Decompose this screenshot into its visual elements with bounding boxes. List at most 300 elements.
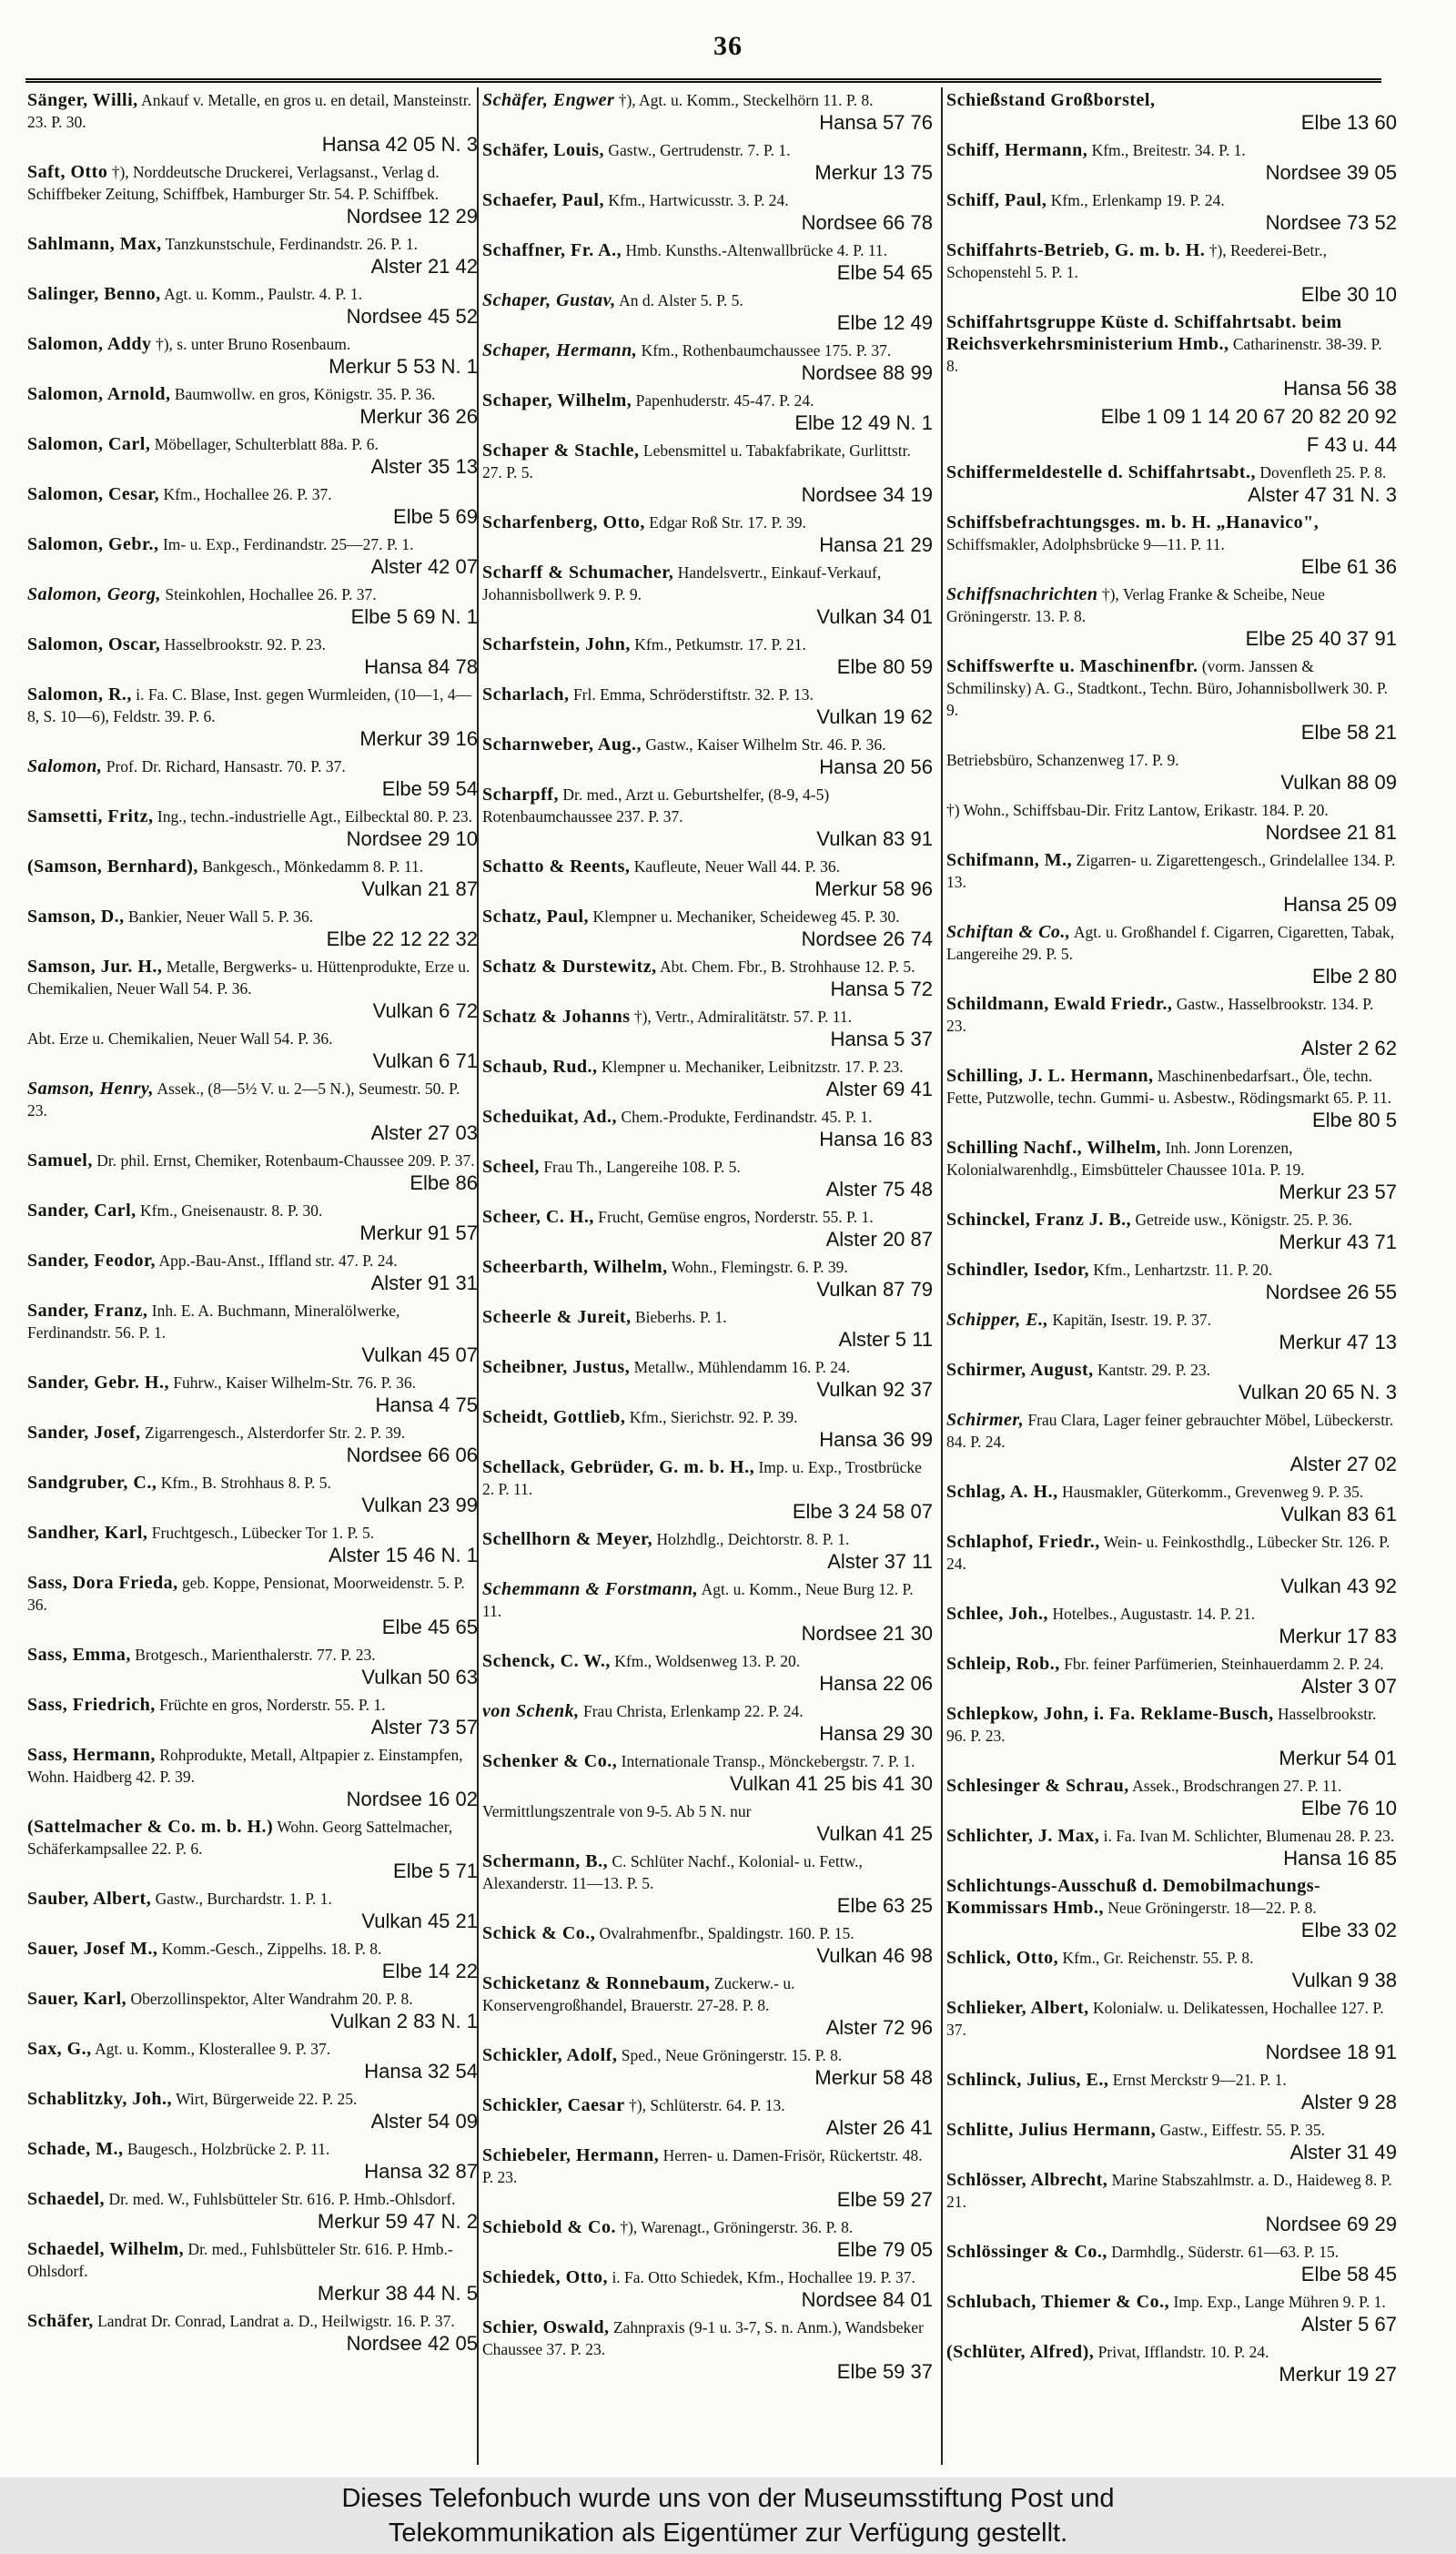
directory-entry [482, 340, 933, 385]
entry-name: Sass, Emma, [27, 1645, 131, 1665]
entry-name: Salomon, Carl, [27, 434, 151, 454]
footer-line-2: Telekommunikation als Eigentümer zur Verfügung gestellt. [388, 2519, 1068, 2548]
entry-name: Schicketanz & Ronnebaum, [482, 1973, 711, 1993]
directory-entry [946, 1137, 1397, 1204]
entry-phone: Alster 35 13 [370, 455, 478, 478]
entry-name: Schäfer, Engwer [482, 90, 615, 110]
entry-name: Salomon, Cesar, [27, 484, 160, 504]
directory-entry [27, 433, 478, 479]
entry-phone: Alster 26 41 [825, 2116, 933, 2139]
directory-entry [482, 2216, 933, 2262]
directory-entry [482, 1578, 933, 1646]
entry-details: Papenhuderstr. 45-47. P. 24. [635, 391, 814, 410]
entry-name: Salomon, Gebr., [27, 534, 159, 554]
directory-entry [482, 1650, 933, 1696]
entry-details: Ankauf v. Metalle, en gros u. en detail, Mansteinstr. 23. P. 30. [27, 91, 471, 131]
directory-entry [27, 1522, 478, 1567]
entry-details: Privat, Ifflandstr. 10. P. 24. [1097, 2343, 1269, 2361]
directory-entry [27, 533, 478, 579]
entry-phone: Merkur 91 57 [359, 1221, 478, 1244]
directory-entry [946, 512, 1397, 579]
entry-details: Kfm., Breitestr. 34. P. 1. [1091, 141, 1246, 159]
directory-entry [27, 755, 478, 801]
directory-entry [27, 1028, 478, 1073]
entry-phone: Vulkan 21 87 [361, 877, 478, 900]
entry-name: (Sattelmacher & Co. m. b. H.) [27, 1817, 274, 1837]
directory-entry [482, 1356, 933, 1402]
entry-details: Wein- u. Feinkosthdlg., Lübecker Str. 126. P. 24. [946, 1533, 1390, 1573]
entry-phone: Nordsee 73 52 [1265, 211, 1397, 234]
entry-phone: Alster 27 03 [370, 1121, 478, 1144]
entry-phone: Elbe 14 22 [381, 1960, 478, 1982]
directory-entry [482, 1206, 933, 1252]
entry-phone: Vulkan 41 25 [816, 1822, 933, 1845]
entry-name: Schlieker, Albert, [946, 1998, 1089, 2018]
entry-name: Schiff, Hermann, [946, 140, 1088, 160]
directory-column-middle [482, 89, 933, 2465]
directory-entry [946, 2291, 1397, 2336]
entry-name: Schiebeler, Hermann, [482, 2145, 660, 2165]
entry-phone: Elbe 59 54 [381, 777, 478, 800]
entry-details: i. Fa. C. Blase, Inst. gegen Wurmleiden, (10—1, 4—8, S. 10—6), Feldstr. 39. P. 6. [27, 685, 472, 725]
entry-phone: Elbe 80 5 [1312, 1109, 1397, 1131]
entry-name: Sahlmann, Max, [27, 234, 162, 254]
entry-name: Salomon, Addy [27, 334, 152, 354]
directory-entry [482, 562, 933, 629]
directory-entry [946, 461, 1397, 507]
directory-entry [482, 2044, 933, 2090]
entry-name: Samson, Jur. H., [27, 957, 163, 977]
entry-phone: Nordsee 12 29 [346, 205, 478, 228]
entry-phone: Merkur 13 75 [814, 161, 933, 184]
entry-details: Darmhdlg., Süderstr. 61—63. P. 15. [1111, 2243, 1340, 2261]
entry-details: Frau Th., Langereihe 108. P. 5. [543, 1158, 741, 1176]
directory-entry [946, 849, 1397, 917]
entry-phone: Nordsee 69 29 [1265, 2213, 1397, 2235]
entry-name: Schiffahrtsgruppe Küste d. Schiffahrtsabt. beim Reichsverkehrsministerium Hmb., [946, 312, 1342, 354]
directory-entry [27, 1250, 478, 1295]
directory-entry [27, 1300, 478, 1367]
directory-entry [946, 1653, 1397, 1698]
entry-details: Klempner u. Mechaniker, Leibnitzstr. 17. P. 23. [601, 1058, 904, 1076]
directory-entry [27, 1472, 478, 1517]
entry-details: Sped., Neue Gröningerstr. 15. P. 8. [621, 2046, 843, 2064]
entry-phone: Merkur 58 48 [814, 2066, 933, 2089]
entry-name: Schlinck, Julius, E., [946, 2070, 1109, 2090]
entry-phone: Elbe 86 [410, 1171, 478, 1194]
entry-name: Schaffner, Fr. A., [482, 240, 622, 260]
directory-entry [482, 734, 933, 779]
entry-name: Schaper, Wilhelm, [482, 390, 632, 410]
entry-phone: Elbe 76 10 [1300, 1797, 1397, 1819]
entry-phone: Elbe 54 65 [836, 261, 933, 284]
entry-phone: Hansa 32 87 [364, 2160, 478, 2183]
directory-entry [482, 1056, 933, 1101]
footer-notice [0, 2478, 1456, 2554]
entry-details: Bankgesch., Mönkedamm 8. P. 11. [202, 857, 424, 876]
directory-entry [482, 440, 933, 507]
entry-name: Schirmer, August, [946, 1360, 1094, 1380]
entry-details: Kaufleute, Neuer Wall 44. P. 36. [633, 857, 840, 876]
directory-entry [27, 806, 478, 851]
directory-entry [27, 856, 478, 901]
entry-details: Kfm., Hartwicusstr. 3. P. 24. [608, 191, 789, 209]
entry-name: Schenck, C. W., [482, 1651, 611, 1671]
directory-entry [27, 161, 478, 228]
entry-name: Schildmann, Ewald Friedr., [946, 994, 1173, 1014]
entry-details: Metallw., Mühlendamm 16. P. 24. [633, 1358, 851, 1376]
entry-details: Komm.-Gesch., Zippelhs. 18. P. 8. [161, 1940, 382, 1958]
entry-phone: Elbe 30 10 [1300, 283, 1397, 306]
entry-details: Marine Stabszahlmstr. a. D., Haideweg 8. P. 21. [946, 2171, 1392, 2211]
entry-details: Schiffsmakler, Adolphsbrücke 9—11. P. 11. [946, 535, 1225, 553]
entry-name: Samsetti, Fritz, [27, 806, 154, 826]
entry-phone: Vulkan 92 37 [816, 1378, 933, 1401]
entry-details: C. Schlüter Nachf., Kolonial- u. Fettw., Alexanderstr. 11—13. P. 5. [482, 1852, 863, 1892]
directory-entry [27, 2310, 478, 2356]
entry-details: Dr. med., Fuhlsbütteler Str. 616. P. Hmb.-Ohlsdorf. [27, 2240, 453, 2280]
entry-phone: Alster 27 02 [1289, 1453, 1397, 1475]
entry-name: Schiebold & Co. [482, 2217, 616, 2237]
entry-phone: Vulkan 46 98 [816, 1944, 933, 1967]
entry-phone: Hansa 5 37 [830, 1028, 933, 1050]
entry-phone: F 43 u. 44 [1306, 433, 1397, 456]
entry-details: App.-Bau-Anst., Iffland str. 47. P. 24. [158, 1252, 398, 1270]
directory-entry [946, 1409, 1397, 1476]
entry-name: Schlesinger & Schrau, [946, 1776, 1129, 1796]
entry-name: Schaper & Stachle, [482, 441, 640, 461]
entry-name: Schifmann, M., [946, 850, 1073, 870]
directory-entry [946, 1359, 1397, 1404]
directory-column-right [946, 89, 1397, 2465]
entry-name: Schemmann & Forstmann, [482, 1579, 699, 1599]
entry-phone: Nordsee 16 02 [346, 1788, 478, 1810]
entry-phone: Vulkan 83 91 [816, 827, 933, 850]
entry-phone: Elbe 33 02 [1300, 1919, 1397, 1941]
entry-name: Schlitte, Julius Hermann, [946, 2120, 1157, 2140]
directory-entry [27, 1200, 478, 1245]
entry-name: Schaedel, Wilhelm, [27, 2239, 185, 2259]
entry-phone: Merkur 59 47 N. 2 [317, 2210, 478, 2233]
entry-phone: Elbe 3 24 58 07 [792, 1500, 933, 1523]
entry-details: (vorm. Janssen & Schmilinsky) A. G., Stadtkont., Techn. Büro, Johannisbollwerk 30. P. 9. [946, 657, 1389, 719]
entry-name: Sander, Feodor, [27, 1251, 157, 1271]
entry-name: Schick & Co., [482, 1923, 596, 1943]
directory-entry [482, 784, 933, 851]
entry-phone: Hansa 57 76 [819, 111, 933, 134]
entry-details: Agt. u. Großhandel f. Cigarren, Cigaretten, Tabak, Langereihe 29. P. 5. [946, 923, 1395, 963]
entry-phone: Nordsee 84 01 [801, 2288, 933, 2311]
entry-details: Frau Clara, Lager feiner gebrauchter Möbel, Lübeckerstr. 84. P. 24. [946, 1411, 1394, 1451]
directory-entry [946, 1603, 1397, 1648]
entry-details: Gastw., Gertrudenstr. 7. P. 1. [608, 141, 791, 159]
entry-phone: Elbe 63 25 [836, 1894, 933, 1917]
entry-details: i. Fa. Ivan M. Schlichter, Blumenau 28. P. 23. [1103, 1827, 1395, 1845]
entry-details: Hmb. Kunsths.-Altenwallbrücke 4. P. 11. [625, 241, 888, 259]
entry-phone: Vulkan 41 25 bis 41 30 [729, 1772, 933, 1795]
directory-entry [946, 2119, 1397, 2164]
entry-details: Kfm., Gr. Reichenstr. 55. P. 8. [1062, 1949, 1254, 1967]
entry-details: Fuhrw., Kaiser Wilhelm-Str. 76. P. 36. [173, 1373, 416, 1392]
entry-phone: Alster 69 41 [825, 1078, 933, 1100]
entry-phone: Elbe 2 80 [1312, 965, 1397, 988]
entry-name: Schilling Nachf., Wilhelm, [946, 1138, 1162, 1158]
entry-details: Frucht, Gemüse engros, Norderstr. 55. P. 1. [598, 1208, 874, 1226]
entry-details: †), Norddeutsche Druckerei, Verlagsanst., Verlag d. Schiffbeker Zeitung, Schiffbek, Hamburger Str. 54. P. Schiffbek. [27, 163, 440, 203]
directory-entry [946, 2341, 1397, 2387]
entry-name: Sandgruber, C., [27, 1473, 157, 1493]
entry-details: Ing., techn.-industrielle Agt., Eilbecktal 80. P. 23. [157, 807, 472, 826]
entry-phone: Vulkan 88 09 [1280, 771, 1397, 794]
entry-details: †), Verlag Franke & Scheibe, Neue Gröningerstr. 13. P. 8. [946, 585, 1325, 625]
entry-phone: Nordsee 26 55 [1265, 1281, 1397, 1303]
entry-details: Inh. E. A. Buchmann, Mineralölwerke, Ferdinandstr. 56. P. 1. [27, 1302, 400, 1342]
entry-name: Salomon, Oscar, [27, 634, 161, 654]
directory-entry [946, 239, 1397, 307]
entry-name: Schatz, Paul, [482, 907, 590, 927]
entry-details: †), Reederei-Betr., Schopenstehl 5. P. 1. [946, 241, 1327, 281]
entry-name: Sander, Franz, [27, 1301, 148, 1321]
entry-name: Scheerle & Jureit, [482, 1307, 632, 1327]
entry-details: Zuckerw.- u. Konservengroßhandel, Brauerstr. 27-28. P. 8. [482, 1974, 795, 2014]
entry-phone: Vulkan 87 79 [816, 1278, 933, 1301]
directory-entry [482, 1750, 933, 1796]
entry-details: Bankier, Neuer Wall 5. P. 36. [128, 907, 314, 926]
entry-details: Neue Gröningerstr. 18—22. P. 8. [1107, 1899, 1317, 1917]
entry-name: Schlepkow, John, i. Fa. Reklame-Busch, [946, 1704, 1274, 1724]
entry-details: Kfm., Hochallee 26. P. 37. [163, 485, 332, 503]
directory-entry [482, 1972, 933, 2040]
directory-entry [27, 1744, 478, 1811]
entry-name: Schlaphof, Friedr., [946, 1532, 1100, 1552]
entry-name: Scharpff, [482, 785, 559, 805]
entry-name: Schade, M., [27, 2139, 124, 2159]
entry-phone: Alster 2 62 [1300, 1037, 1397, 1059]
entry-phone: Hansa 22 06 [819, 1672, 933, 1695]
entry-details: Baugesch., Holzbrücke 2. P. 11. [126, 2140, 330, 2158]
entry-details: †), s. unter Bruno Rosenbaum. [155, 335, 351, 353]
entry-details: Kolonialw. u. Delikatessen, Hochallee 127. P. 37. [946, 1999, 1384, 2039]
entry-phone: Merkur 5 53 N. 1 [329, 355, 478, 378]
entry-phone: Merkur 58 96 [814, 877, 933, 900]
directory-entry [27, 1150, 478, 1195]
directory-entry [27, 906, 478, 951]
entry-name: Schilling, J. L. Hermann, [946, 1066, 1154, 1086]
entry-details: Möbellager, Schulterblatt 88a. P. 6. [154, 435, 379, 453]
entry-phone: Elbe 59 37 [836, 2360, 933, 2383]
directory-entry [27, 1078, 478, 1145]
directory-entry [27, 583, 478, 629]
entry-phone: Merkur 19 27 [1279, 2363, 1397, 2386]
entry-details: Klempner u. Mechaniker, Scheideweg 45. P. 30. [592, 907, 900, 926]
entry-phone: Vulkan 45 07 [361, 1343, 478, 1366]
directory-entry [482, 1700, 933, 1746]
directory-entry [946, 1531, 1397, 1598]
entry-name: Sander, Josef, [27, 1423, 141, 1443]
directory-entry [946, 405, 1397, 429]
entry-name: Salinger, Benno, [27, 284, 161, 304]
entry-details: Imp. Exp., Lange Mühren 9. P. 1. [1173, 2293, 1386, 2311]
entry-name: Schermann, B., [482, 1851, 609, 1871]
entry-details: Baumwollw. en gros, Königstr. 35. P. 36. [174, 385, 436, 403]
entry-phone: Elbe 5 69 N. 1 [350, 605, 478, 628]
entry-phone: Elbe 12 49 [836, 311, 933, 334]
entry-details: Landrat Dr. Conrad, Landrat a. D., Heilwigstr. 16. P. 37. [97, 2312, 455, 2330]
entry-name: von Schenk, [482, 1701, 580, 1721]
directory-entry [27, 1694, 478, 1739]
entry-details: Fbr. feiner Parfümerien, Steinhauerdamm 2. P. 24. [1064, 1655, 1384, 1673]
entry-phone: Merkur 38 44 N. 5 [317, 2282, 478, 2305]
entry-details: Assek., Brodschrangen 27. P. 11. [1132, 1777, 1342, 1795]
entry-phone: Elbe 59 27 [836, 2188, 933, 2211]
directory-entry [482, 1456, 933, 1524]
entry-phone: Alster 21 42 [370, 255, 478, 278]
entry-name: Schatz & Durstewitz, [482, 957, 657, 977]
entry-name: Schickler, Caesar [482, 2095, 625, 2115]
entry-phone: Merkur 23 57 [1279, 1181, 1397, 1203]
entry-name: Sass, Hermann, [27, 1745, 156, 1765]
entry-name: Schaper, Gustav, [482, 290, 616, 310]
directory-entry [946, 583, 1397, 651]
entry-details: Gastw., Hasselbrookstr. 134. P. 23. [946, 995, 1374, 1035]
entry-name: Schiffahrts-Betrieb, G. m. b. H. [946, 240, 1206, 260]
directory-entry [27, 2188, 478, 2234]
directory-entry [27, 1572, 478, 1639]
entry-details: Gastw., Eiffestr. 55. P. 35. [1159, 2121, 1325, 2139]
entry-name: Schenker & Co., [482, 1751, 618, 1771]
directory-entry [482, 89, 933, 135]
entry-name: Schlee, Joh., [946, 1604, 1049, 1624]
entry-details: Dr. med., Arzt u. Geburtshelfer, (8-9, 4-5) Rotenbaumchaussee 237. P. 37. [482, 785, 830, 826]
entry-details: Assek., (8—5½ V. u. 2—5 N.), Seumestr. 50. P. 23. [27, 1079, 460, 1120]
entry-name: Schlichter, J. Max, [946, 1826, 1100, 1846]
entry-phone: Elbe 58 21 [1300, 721, 1397, 744]
entry-details: Hasselbrookstr. 96. P. 23. [946, 1705, 1377, 1745]
entry-name: Salomon, R., [27, 684, 132, 704]
directory-entry [27, 1372, 478, 1417]
directory-entry [946, 139, 1397, 185]
entry-details: Internationale Transp., Mönckebergstr. 7. P. 1. [621, 1752, 915, 1770]
directory-entry [482, 239, 933, 285]
entry-details: Getreide usw., Königstr. 25. P. 36. [1135, 1211, 1353, 1229]
entry-name: Samuel, [27, 1150, 93, 1171]
entry-phone: Merkur 39 16 [359, 727, 478, 750]
entry-details: Abt. Chem. Fbr., B. Strohhause 12. P. 5. [660, 958, 915, 976]
directory-entry [482, 906, 933, 951]
entry-name: Sax, G., [27, 2039, 92, 2059]
entry-phone: Nordsee 39 05 [1265, 161, 1397, 184]
entry-name: Schiftan & Co., [946, 922, 1071, 942]
directory-entry [27, 1888, 478, 1933]
entry-name: Schlössinger & Co., [946, 2242, 1107, 2262]
entry-name: Schipper, E., [946, 1310, 1049, 1330]
entry-phone: Vulkan 6 72 [372, 999, 478, 1022]
entry-details: Kapitän, Isestr. 19. P. 37. [1052, 1311, 1211, 1329]
entry-details: Steinkohlen, Hochallee 26. P. 37. [165, 585, 377, 603]
entry-details: Hasselbrookstr. 92. P. 23. [164, 635, 327, 654]
entry-phone: Hansa 42 05 N. 3 [321, 133, 478, 156]
entry-details: Gastw., Burchardstr. 1. P. 1. [155, 1890, 332, 1908]
entry-phone: Nordsee 21 81 [1265, 821, 1397, 844]
entry-phone: Nordsee 34 19 [801, 483, 933, 506]
entry-phone: Elbe 5 69 [393, 505, 478, 528]
directory-entry [482, 1850, 933, 1918]
entry-name: Schiffsbefrachtungsges. m. b. H. „Hanavico", [946, 512, 1320, 532]
directory-entry [946, 799, 1397, 845]
entry-phone: Alster 42 07 [370, 555, 478, 578]
entry-phone: Alster 75 48 [825, 1178, 933, 1201]
entry-phone: Vulkan 20 65 N. 3 [1238, 1381, 1397, 1404]
entry-details: Dr. med. W., Fuhlsbütteler Str. 616. P. Hmb.-Ohlsdorf. [108, 2190, 456, 2208]
entry-name: Scharfenberg, Otto, [482, 512, 645, 532]
entry-details: Kfm., Gneisenaustr. 8. P. 30. [140, 1201, 323, 1220]
entry-phone: Merkur 47 13 [1279, 1331, 1397, 1353]
entry-name: Sandher, Karl, [27, 1523, 148, 1543]
entry-details: Maschinenbedarfsart., Öle, techn. Fette, Putzwolle, techn. Gummi- u. Asbestw., Rödingsmarkt 65. P. 11. [946, 1067, 1392, 1107]
entry-details: Metalle, Bergwerks- u. Hüttenprodukte, Erze u. Chemikalien, Neuer Wall 54. P. 36. [27, 958, 470, 998]
directory-entry [482, 1256, 933, 1302]
header-rule [25, 78, 1381, 83]
directory-entry [27, 2238, 478, 2306]
entry-phone: Nordsee 42 05 [346, 2332, 478, 2355]
entry-name: Schier, Oswald, [482, 2317, 610, 2337]
directory-entry [482, 684, 933, 729]
entry-details: Tanzkunstschule, Ferdinandstr. 26. P. 1. [165, 235, 418, 253]
entry-details: Frau Christa, Erlenkamp 22. P. 24. [583, 1702, 804, 1720]
directory-entry [27, 2038, 478, 2083]
directory-entry [482, 633, 933, 679]
directory-entry [27, 383, 478, 429]
directory-entry [946, 2069, 1397, 2114]
directory-entry [946, 1703, 1397, 1770]
entry-details: Holzhdlg., Deichtorstr. 8. P. 1. [656, 1530, 850, 1548]
entry-name: Schaub, Rud., [482, 1057, 598, 1077]
directory-entry [27, 684, 478, 751]
entry-name: Schäfer, Louis, [482, 140, 605, 160]
entry-phone: Merkur 43 71 [1279, 1231, 1397, 1253]
entry-phone: Merkur 54 01 [1279, 1747, 1397, 1769]
entry-details: Zahnpraxis (9-1 u. 3-7, S. n. Anm.), Wandsbeker Chaussee 37. P. 23. [482, 2318, 924, 2358]
directory-entry [482, 512, 933, 557]
entry-phone: Vulkan 19 62 [816, 705, 933, 728]
entry-details: Oberzollinspektor, Alter Wandrahm 20. P. 8. [130, 1990, 413, 2008]
directory-entry [27, 1644, 478, 1689]
entry-phone: Elbe 5 71 [393, 1860, 478, 1882]
directory-entry [27, 633, 478, 679]
entry-name: Schinckel, Franz J. B., [946, 1210, 1132, 1230]
entry-phone: Vulkan 2 83 N. 1 [330, 2010, 478, 2032]
entry-details: Im- u. Exp., Ferdinandstr. 25—27. P. 1. [162, 535, 414, 553]
directory-entry [27, 233, 478, 279]
entry-phone: Alster 31 49 [1289, 2141, 1397, 2164]
entry-phone: Hansa 21 29 [819, 533, 933, 556]
entry-phone: Nordsee 29 10 [346, 827, 478, 850]
entry-phone: Vulkan 45 21 [361, 1910, 478, 1932]
directory-entry [946, 655, 1397, 745]
entry-phone: Alster 3 07 [1300, 1675, 1397, 1698]
directory-entry [482, 289, 933, 335]
entry-name: (Schlüter, Alfred), [946, 2342, 1095, 2362]
entry-name: Schäfer, [27, 2311, 94, 2331]
directory-entry [27, 283, 478, 329]
directory-entry [482, 390, 933, 435]
directory-entry [946, 749, 1397, 795]
entry-name: Scheerbarth, Wilhelm, [482, 1257, 668, 1277]
entry-phone: Elbe 79 05 [836, 2238, 933, 2261]
entry-name: Samson, D., [27, 907, 125, 927]
entry-phone: Alster 5 11 [838, 1328, 933, 1351]
directory-entry [27, 333, 478, 379]
